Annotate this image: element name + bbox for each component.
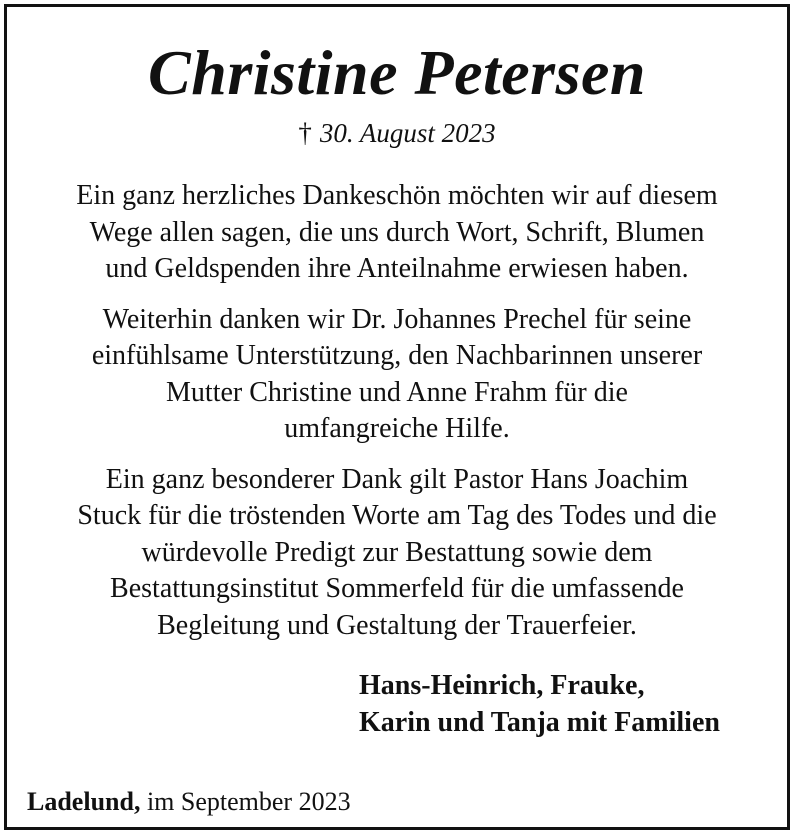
- paragraph-3: [21, 462, 773, 645]
- death-date: 30. August 2023: [319, 118, 496, 148]
- text-line: Mutter Christine und Anne Frahm für die: [166, 376, 628, 408]
- text-line: umfangreiche Hilfe.: [284, 413, 510, 444]
- signature-line: Karin und Tanja mit Familien: [359, 707, 720, 738]
- deceased-name: Christine Petersen: [148, 37, 646, 108]
- text-line: und Geldspenden ihre Anteilnahme erwiesen haben.: [105, 253, 689, 284]
- paragraph-2: [21, 302, 773, 448]
- text-line: Weiterhin danken wir Dr. Johannes Prechel für seine: [102, 303, 692, 335]
- text-line: Bestattungsinstitut Sommerfeld für die umfassende: [110, 573, 684, 604]
- signature-line: Hans-Heinrich, Frauke,: [359, 670, 645, 701]
- obituary-notice: [4, 4, 790, 830]
- cross-icon: †: [298, 118, 312, 148]
- text-line: einfühlsame Unterstützung, den Nachbarinnen unserer: [91, 340, 703, 371]
- place-and-date: [27, 785, 351, 819]
- death-date-line: [7, 115, 787, 151]
- text-line: Stuck für die tröstenden Worte am Tag des Todes und die: [77, 500, 717, 531]
- text-line: Wege allen sagen, die uns durch Wort, Schrift, Blumen: [89, 216, 705, 248]
- text-line: Ein ganz besonderer Dank gilt Pastor Hans Joachim: [105, 463, 689, 495]
- notice-date: im September 2023: [140, 787, 351, 816]
- family-signature: [359, 667, 720, 741]
- text-line: Ein ganz herzliches Dankeschön möchten wir auf diesem: [76, 180, 718, 211]
- thank-you-text: [21, 178, 773, 658]
- place-name: Ladelund,: [27, 787, 141, 816]
- paragraph-1: [21, 178, 773, 288]
- text-line: würdevolle Predigt zur Bestattung sowie dem: [141, 536, 653, 568]
- text-line: Begleitung und Gestaltung der Trauerfeier.: [157, 609, 637, 641]
